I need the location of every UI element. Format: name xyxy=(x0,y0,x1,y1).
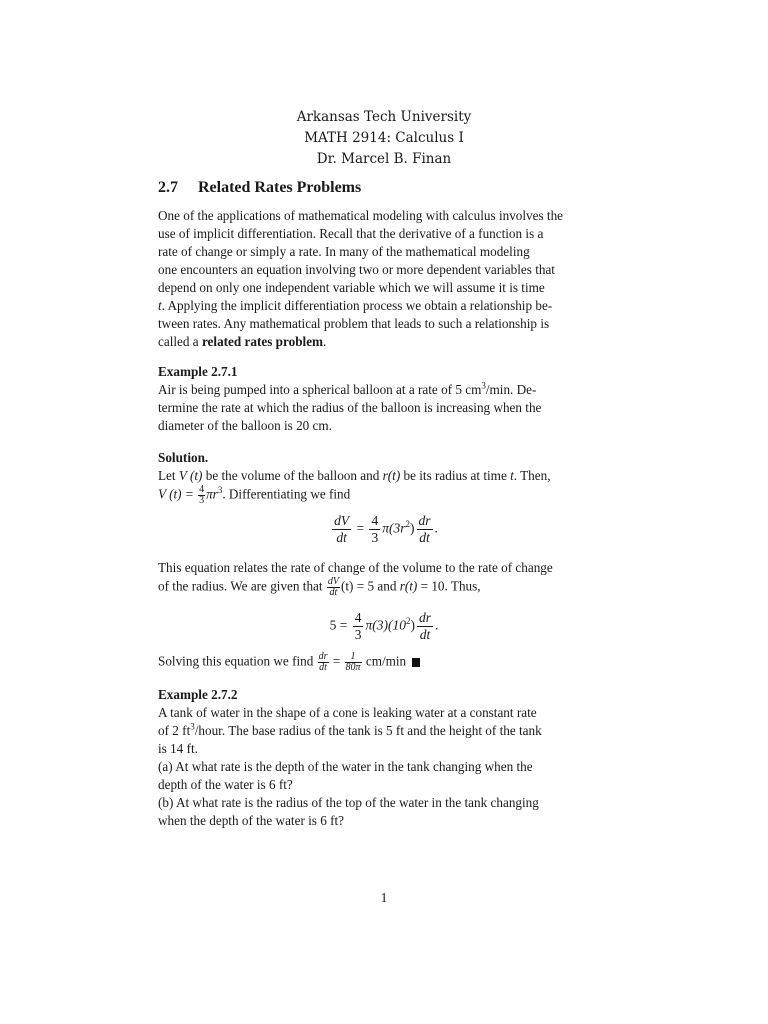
course-title: MATH 2914: Calculus I xyxy=(304,130,464,146)
section-heading xyxy=(158,179,361,197)
text-span: Solving this equation we find xyxy=(158,653,317,669)
text-span: (t) = 5 and xyxy=(341,578,400,594)
numerator: dV xyxy=(327,576,339,587)
equation-2 xyxy=(0,610,768,643)
text-line: A tank of water in the shape of a cone is leaking water at a constant rate xyxy=(158,705,537,720)
superscript: 2 xyxy=(405,519,410,530)
math-span: . xyxy=(434,520,438,536)
math-var: t xyxy=(158,298,162,313)
denominator: dt xyxy=(329,587,338,598)
text-line xyxy=(158,467,610,485)
denominator: 80π xyxy=(345,662,361,673)
math-span: r(t) xyxy=(399,578,418,594)
text-line: one encounters an equation involving two or more dependent variables that xyxy=(158,262,555,277)
text-line: depend on only one independent variable which we will assume it is time xyxy=(158,280,545,295)
equation-1 xyxy=(0,513,768,546)
denominator: 3 xyxy=(199,495,205,506)
text-span: . Then, xyxy=(513,468,551,483)
solution-result xyxy=(158,652,610,673)
text-line xyxy=(158,722,610,740)
math-span: ) xyxy=(410,617,415,633)
superscript: 3 xyxy=(217,485,223,496)
text-span: /min. De- xyxy=(485,382,537,397)
fraction xyxy=(198,485,205,506)
fraction xyxy=(345,652,362,673)
text-span: of the radius. We are given that xyxy=(158,578,326,594)
section-number: 2.7 xyxy=(158,179,178,196)
term-bold: related rates problem xyxy=(201,334,324,349)
fraction xyxy=(353,610,364,643)
text-line: diameter of the balloon is 20 cm. xyxy=(158,418,332,433)
text-line: This equation relates the rate of change of the volume to the rate of change xyxy=(158,560,553,575)
superscript: 2 xyxy=(405,616,411,627)
fraction xyxy=(369,513,380,546)
text-line: is 14 ft. xyxy=(158,741,198,756)
math-span: t xyxy=(510,468,514,483)
denominator: dt xyxy=(419,530,430,545)
text-line: tween rates. Any mathematical problem that leads to such a relationship is xyxy=(158,316,550,331)
math-span: ) xyxy=(410,520,415,536)
superscript: 3 xyxy=(481,380,486,391)
text-span: . xyxy=(323,334,327,349)
text-span: . Applying the implicit differentiation process we obtain a relationship be- xyxy=(161,298,553,313)
text-line xyxy=(158,381,610,399)
text-line: when the depth of the water is 6 ft? xyxy=(158,813,345,828)
fraction xyxy=(417,610,433,643)
math-span: 5 = xyxy=(329,617,348,633)
fraction xyxy=(332,513,351,546)
math-span: r(t) xyxy=(382,468,401,483)
text-span: Let xyxy=(158,468,179,483)
fraction xyxy=(318,652,329,673)
text-line: (a) At what rate is the depth of the water in the tank changing when the xyxy=(158,759,533,774)
example-2 xyxy=(158,686,610,830)
superscript: 3 xyxy=(190,721,195,732)
text-span: . Differentiating we find xyxy=(222,486,351,502)
fraction xyxy=(327,577,340,598)
numerator: 1 xyxy=(345,652,362,663)
text-span: = 10. Thus, xyxy=(417,578,481,594)
text-line xyxy=(158,333,610,351)
math-span: . xyxy=(435,617,439,633)
numerator: dr xyxy=(418,513,431,528)
text-line: One of the applications of mathematical modeling with calculus involves the xyxy=(158,208,564,223)
math-span: V (t) xyxy=(178,468,203,483)
document-header xyxy=(0,107,768,170)
section-title: Related Rates Problems xyxy=(198,179,362,196)
instructor-name: Dr. Marcel B. Finan xyxy=(316,151,452,167)
institution-name: Arkansas Tech University xyxy=(296,109,472,125)
numerator: dr xyxy=(318,651,328,662)
numerator: dr xyxy=(418,610,431,625)
text-line xyxy=(158,485,610,506)
text-span: cm/min xyxy=(362,653,407,669)
page-number: 1 xyxy=(380,890,388,905)
qed-square-icon xyxy=(412,658,420,667)
numerator: 4 xyxy=(371,513,379,528)
math-span: V (t) = xyxy=(158,486,198,502)
equals-sign: = xyxy=(329,653,344,669)
text-line xyxy=(158,652,610,673)
example-heading: Example 2.7.1 xyxy=(158,364,238,379)
text-span: of 2 ft xyxy=(158,723,191,738)
text-line: rate of change or simply a rate. In many of the mathematical modeling xyxy=(158,244,530,259)
denominator: 3 xyxy=(371,530,379,545)
text-line xyxy=(158,577,610,598)
denominator: dt xyxy=(419,627,431,642)
text-span: be its radius at time xyxy=(400,468,511,483)
text-line: (b) At what rate is the radius of the top of the water in the tank changing xyxy=(158,795,539,810)
text-span: be the volume of the balloon and xyxy=(202,468,383,483)
text-line: termine the rate at which the radius of the balloon is increasing when the xyxy=(158,400,542,415)
solution-1 xyxy=(158,449,610,506)
math-span: π(3r xyxy=(382,520,406,536)
equals-sign: = xyxy=(356,520,365,536)
denominator: 3 xyxy=(354,627,362,642)
text-line xyxy=(158,297,610,315)
math-span: πr xyxy=(206,486,218,502)
numerator: 4 xyxy=(199,484,205,495)
numerator: dV xyxy=(334,513,350,528)
denominator: dt xyxy=(336,530,347,545)
denominator: dt xyxy=(319,662,327,673)
numerator: 4 xyxy=(354,610,362,625)
fraction xyxy=(417,513,433,546)
example-heading: Example 2.7.2 xyxy=(158,687,238,702)
text-span: called a xyxy=(158,334,202,349)
text-line: use of implicit differentiation. Recall that the derivative of a function is a xyxy=(158,226,544,241)
math-span: π(3)(10 xyxy=(365,617,406,633)
intro-paragraph xyxy=(158,207,610,351)
text-span: /hour. The base radius of the tank is 5 ft and the height of the tank xyxy=(194,723,542,738)
solution-heading: Solution. xyxy=(158,450,209,465)
text-line: depth of the water is 6 ft? xyxy=(158,777,293,792)
example-1 xyxy=(158,363,610,435)
text-span: Air is being pumped into a spherical balloon at a rate of 5 cm xyxy=(158,382,482,397)
relation-paragraph xyxy=(158,559,610,598)
